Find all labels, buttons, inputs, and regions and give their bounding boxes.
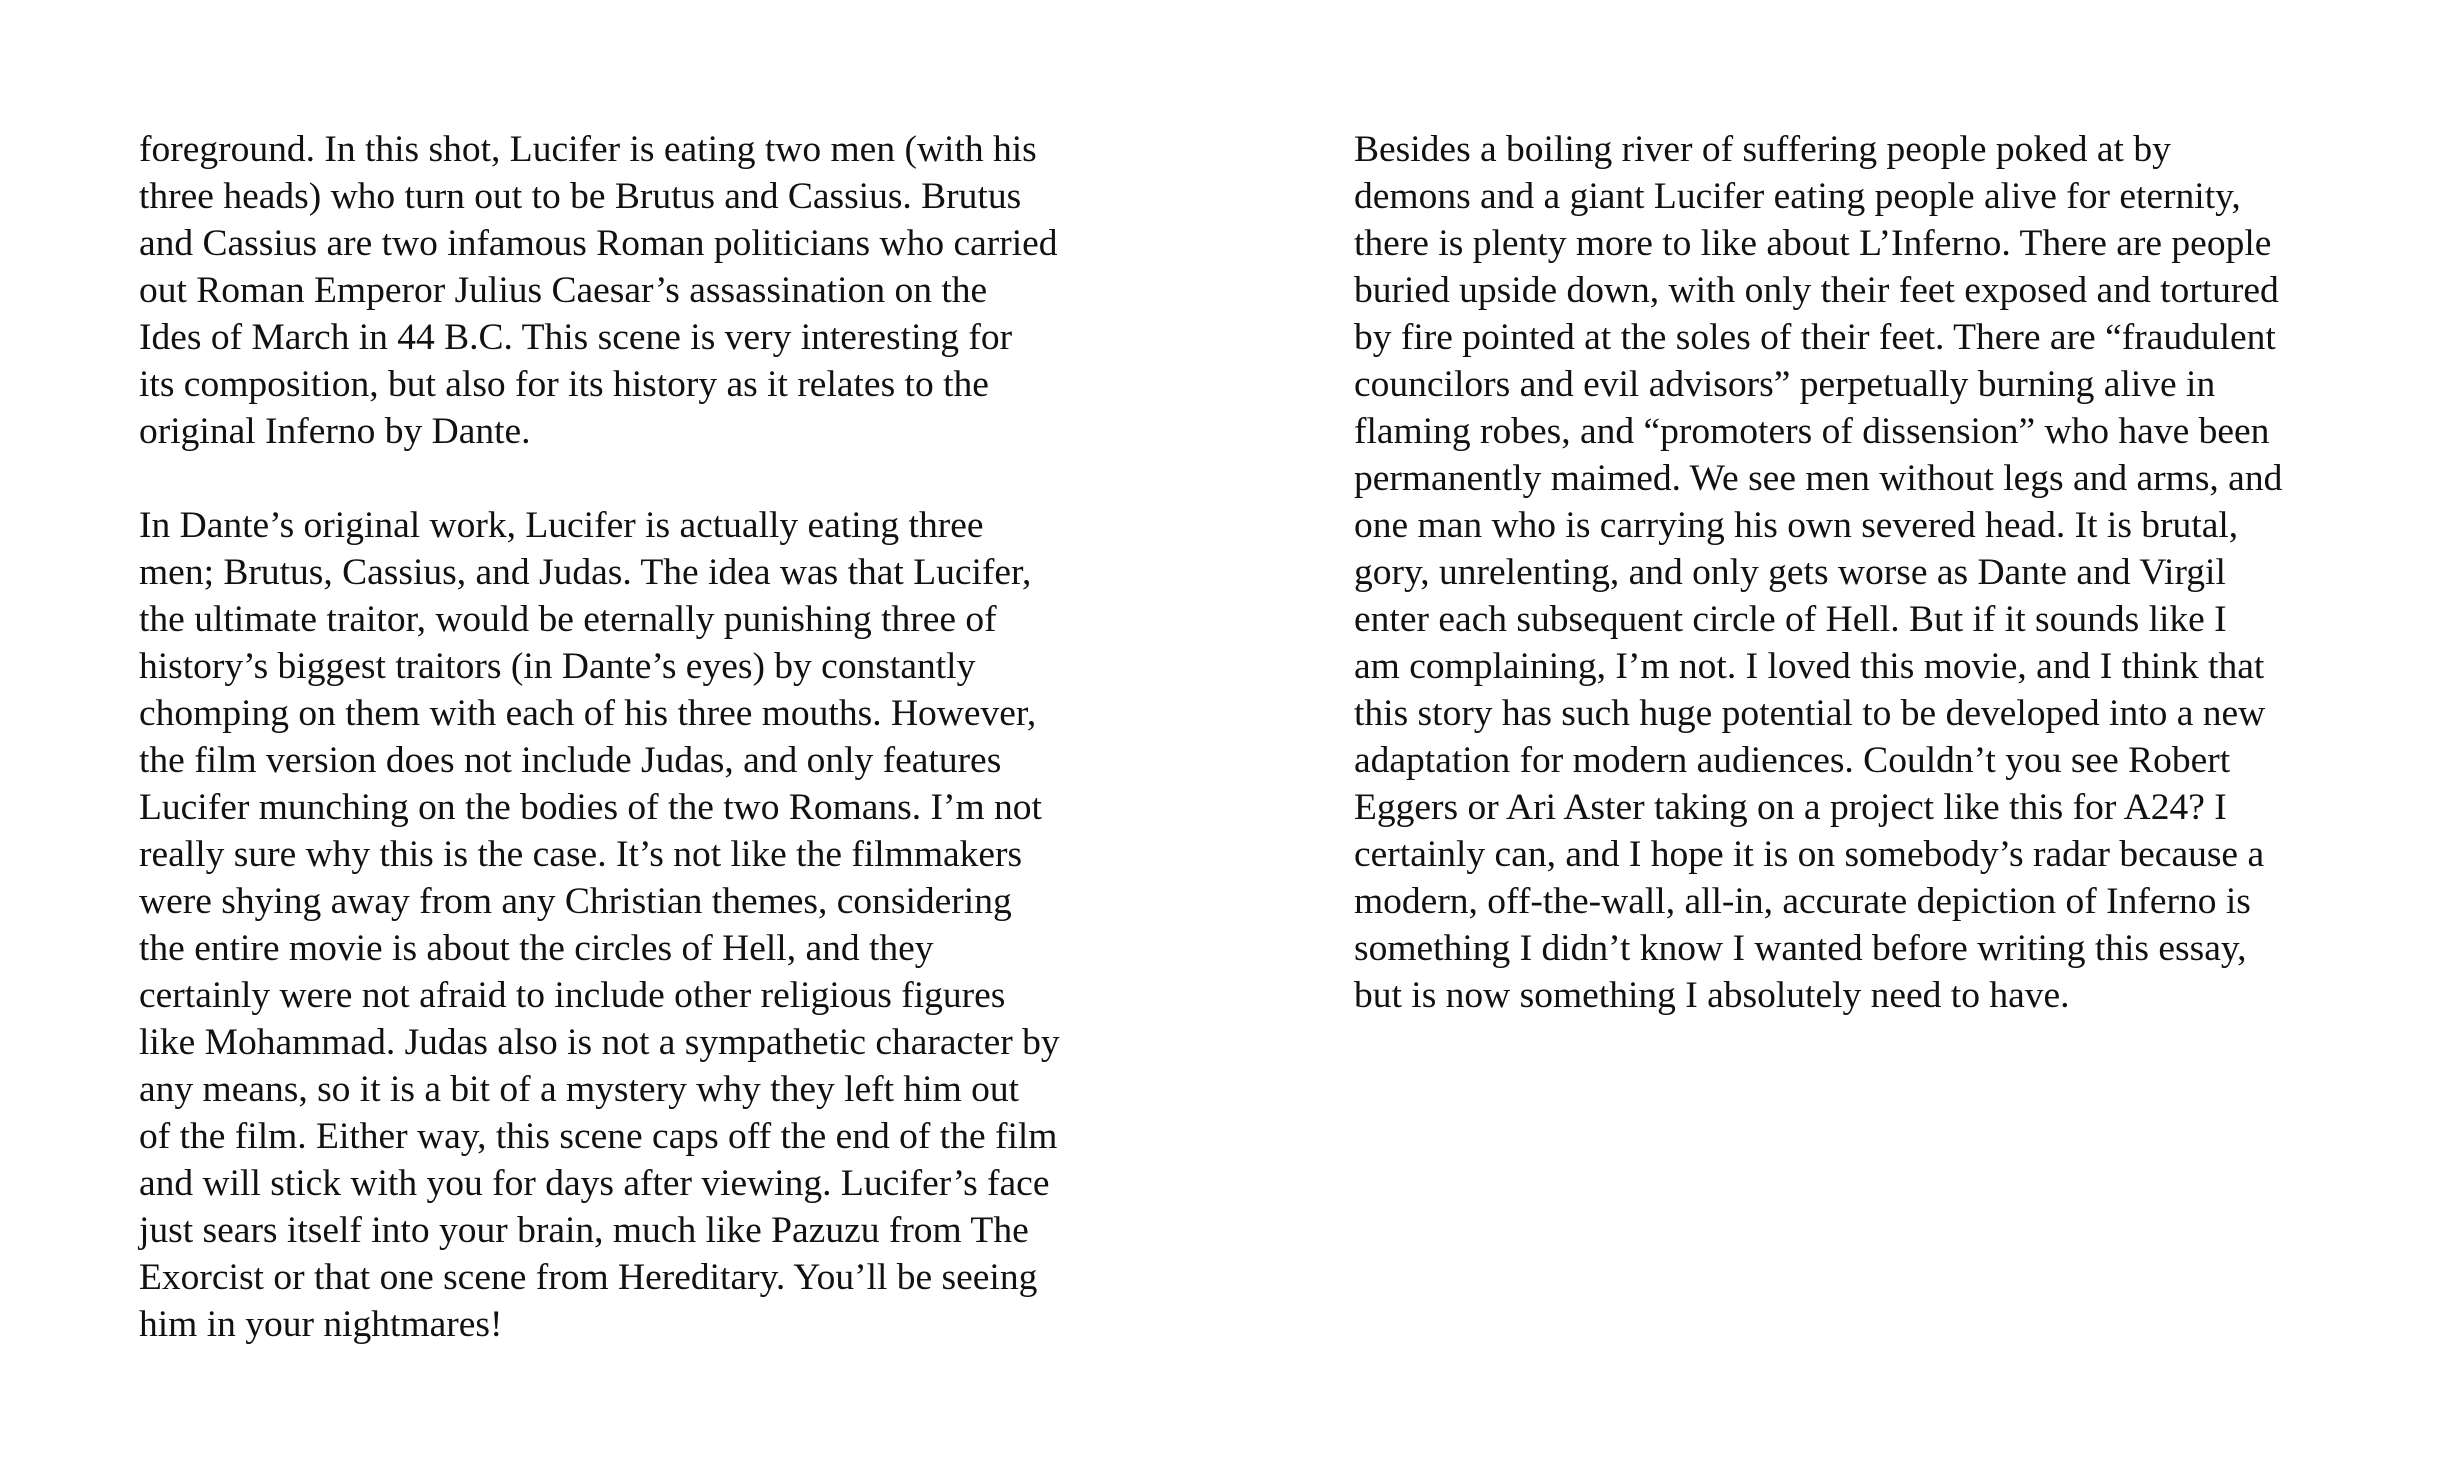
text-line: Eggers or Ari Aster taking on a project like this for A24? I — [1354, 787, 2227, 828]
text-line: permanently maimed. We see men without legs and arms, and — [1354, 458, 2283, 499]
text-line: modern, off-the-wall, all-in, accurate depiction of Inferno is — [1354, 881, 2251, 922]
text-line: gory, unrelenting, and only gets worse as Dante and Virgil — [1354, 552, 2226, 593]
text-line: really sure why this is the case. It’s not like the filmmakers — [139, 834, 1023, 875]
right-paragraph-1 — [1354, 126, 2354, 1019]
text-line: the entire movie is about the circles of Hell, and they — [139, 928, 934, 969]
text-line: history’s biggest traitors (in Dante’s eyes) by constantly — [139, 646, 976, 687]
paragraph-spacer — [139, 455, 1139, 502]
left-page-column — [139, 126, 1139, 1348]
text-line: any means, so it is a bit of a mystery why they left him out — [139, 1069, 1020, 1110]
text-line: were shying away from any Christian themes, considering — [139, 881, 1012, 922]
text-line: this story has such huge potential to be developed into a new — [1354, 693, 2266, 734]
text-line: foreground. In this shot, Lucifer is eating two men (with his — [139, 129, 1037, 170]
text-line: original Inferno by Dante. — [139, 411, 531, 452]
right-page-column — [1354, 126, 2354, 1019]
text-line: the ultimate traitor, would be eternally punishing three of — [139, 599, 997, 640]
text-line: Ides of March in 44 B.C. This scene is very interesting for — [139, 317, 1013, 358]
text-line: certainly were not afraid to include other religious figures — [139, 975, 1006, 1016]
left-paragraph-1 — [139, 126, 1139, 455]
text-line: councilors and evil advisors” perpetually burning alive in — [1354, 364, 2216, 405]
text-line: demons and a giant Lucifer eating people alive for eternity, — [1354, 176, 2241, 217]
text-line: out Roman Emperor Julius Caesar’s assassination on the — [139, 270, 988, 311]
text-line: one man who is carrying his own severed head. It is brutal, — [1354, 505, 2239, 546]
text-line: by fire pointed at the soles of their feet. There are “fraudulent — [1354, 317, 2276, 358]
text-line: am complaining, I’m not. I loved this movie, and I think that — [1354, 646, 2265, 687]
text-line: Exorcist or that one scene from Hereditary. You’ll be seeing — [139, 1257, 1038, 1298]
text-line: certainly can, and I hope it is on somebody’s radar because a — [1354, 834, 2265, 875]
text-line: three heads) who turn out to be Brutus and Cassius. Brutus — [139, 176, 1022, 217]
text-line: flaming robes, and “promoters of dissension” who have been — [1354, 411, 2270, 452]
text-line: men; Brutus, Cassius, and Judas. The idea was that Lucifer, — [139, 552, 1032, 593]
text-line: Lucifer munching on the bodies of the two Romans. I’m not — [139, 787, 1042, 828]
text-line: Besides a boiling river of suffering people poked at by — [1354, 129, 2171, 170]
text-line: something I didn’t know I wanted before writing this essay, — [1354, 928, 2247, 969]
text-line: enter each subsequent circle of Hell. But if it sounds like I — [1354, 599, 2227, 640]
text-line: adaptation for modern audiences. Couldn’t you see Robert — [1354, 740, 2231, 781]
text-line: just sears itself into your brain, much like Pazuzu from The — [139, 1210, 1029, 1251]
left-paragraph-2 — [139, 502, 1139, 1348]
text-line: its composition, but also for its history as it relates to the — [139, 364, 989, 405]
text-line: him in your nightmares! — [139, 1304, 503, 1345]
text-line: and will stick with you for days after viewing. Lucifer’s face — [139, 1163, 1050, 1204]
text-line: the film version does not include Judas, and only features — [139, 740, 1002, 781]
text-line: there is plenty more to like about L’Inferno. There are people — [1354, 223, 2272, 264]
text-line: In Dante’s original work, Lucifer is actually eating three — [139, 505, 984, 546]
text-line: buried upside down, with only their feet exposed and tortured — [1354, 270, 2279, 311]
text-line: of the film. Either way, this scene caps off the end of the film — [139, 1116, 1058, 1157]
text-line: but is now something I absolutely need to have. — [1354, 975, 2070, 1016]
text-line: and Cassius are two infamous Roman politicians who carried — [139, 223, 1058, 264]
text-line: chomping on them with each of his three mouths. However, — [139, 693, 1037, 734]
text-line: like Mohammad. Judas also is not a sympathetic character by — [139, 1022, 1060, 1063]
